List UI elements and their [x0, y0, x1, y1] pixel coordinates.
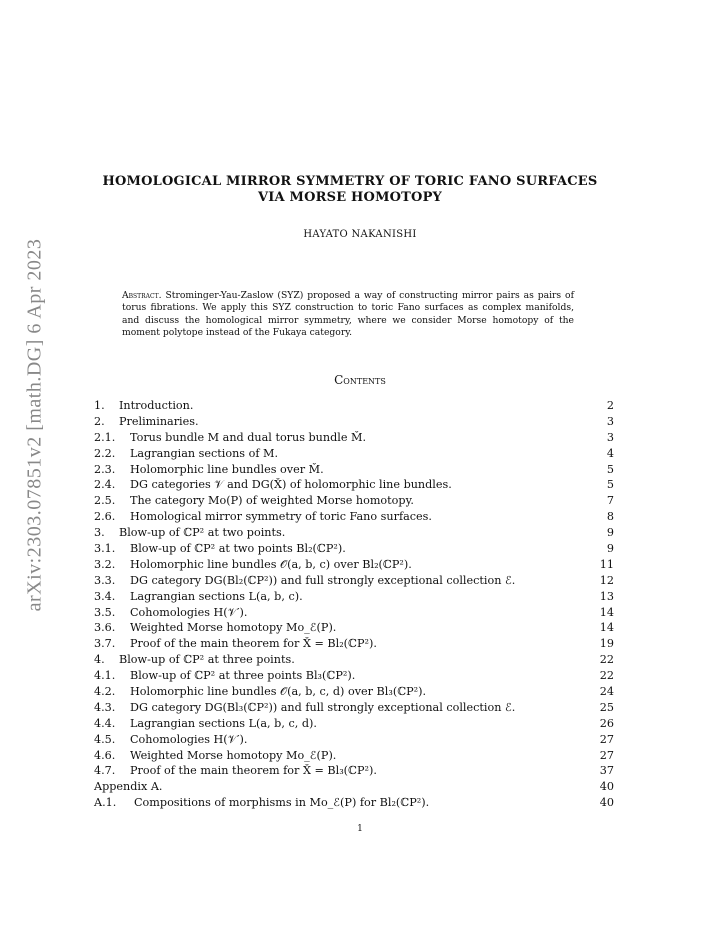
toc-entry[interactable]: [94, 557, 614, 573]
toc-entry-page: 22: [599, 669, 614, 683]
toc-entry[interactable]: [94, 430, 614, 446]
toc-entry-page: 40: [599, 780, 614, 794]
toc-entry-title: Weighted Morse homotopy Mo_ℰ(P).: [130, 748, 337, 762]
contents-heading: Contents: [334, 373, 386, 387]
toc-entry-number: 2.: [94, 414, 105, 428]
toc-entry-title: DG category DG(Bl₂(ℂP²)) and full strongly exceptional collection ℰ.: [130, 573, 516, 587]
toc-entry-label: [94, 716, 317, 732]
toc-entry[interactable]: [94, 636, 614, 652]
toc-entry[interactable]: [94, 620, 614, 636]
toc-entry-page: 14: [599, 621, 614, 635]
toc-entry-title: Appendix A.: [94, 780, 163, 794]
toc-entry[interactable]: [94, 446, 614, 462]
toc-entry[interactable]: [94, 668, 614, 684]
toc-entry-number: 3.: [94, 526, 105, 540]
toc-entry-label: [94, 748, 336, 764]
toc-entry-label: [94, 462, 324, 478]
toc-entry-number: 4.5.: [94, 732, 116, 746]
toc-entry-label: [94, 398, 193, 414]
toc-entry-label: [94, 493, 414, 509]
toc-entry[interactable]: [94, 477, 614, 493]
toc-entry-page: 13: [599, 589, 614, 603]
toc-entry-title: Holomorphic line bundles over M̌.: [130, 462, 324, 476]
toc-entry-label: [94, 652, 295, 668]
toc-entry-label: [94, 763, 377, 779]
toc-entry[interactable]: [94, 605, 614, 621]
toc-entry[interactable]: [94, 795, 614, 811]
toc-entry-title: Proof of the main theorem for X̌ = Bl₃(ℂP²).: [130, 764, 377, 778]
toc-entry-page: 12: [599, 573, 614, 587]
toc-entry-page: 25: [599, 700, 614, 714]
toc-entry-title: Compositions of morphisms in Mo_ℰ(P) for Bl₂(ℂP²).: [134, 796, 430, 810]
toc-entry-page: 14: [599, 605, 614, 619]
toc-entry-number: 2.2.: [94, 446, 116, 460]
abstract-heading: Abstract.: [122, 290, 162, 301]
toc-entry[interactable]: [94, 732, 614, 748]
toc-entry-label: [94, 430, 366, 446]
author: HAYATO NAKANISHI: [303, 229, 417, 240]
toc-entry-page: 26: [599, 716, 614, 730]
toc-entry-page: 5: [606, 478, 614, 492]
toc-entry-label: [94, 573, 515, 589]
toc-entry-label: [94, 541, 346, 557]
arxiv-id: arXiv:2303.07851v2 [math.DG] 6 Apr 2023: [23, 238, 46, 612]
toc-entry-label: [94, 795, 429, 811]
toc-entry-title: Cohomologies H(𝒱′).: [130, 732, 248, 746]
toc-entry-label: [94, 589, 303, 605]
toc-entry-number: 4.3.: [94, 700, 116, 714]
toc-entry-title: Lagrangian sections of M.: [130, 446, 279, 460]
toc-entry-page: 11: [599, 557, 614, 571]
toc-entry-number: 3.6.: [94, 621, 116, 635]
toc-entry[interactable]: [94, 398, 614, 414]
toc-entry-number: 3.4.: [94, 589, 116, 603]
toc-entry[interactable]: [94, 414, 614, 430]
toc-entry-label: [94, 525, 285, 541]
toc-entry-number: 1.: [94, 399, 105, 412]
paper-title: [80, 174, 620, 206]
title-line-1: HOMOLOGICAL MIRROR SYMMETRY OF TORIC FANO SURFACES: [102, 174, 598, 189]
toc-entry-title: Torus bundle M and dual torus bundle M̌.: [130, 430, 367, 444]
toc-entry[interactable]: [94, 684, 614, 700]
toc-entry-page: 3: [606, 414, 614, 428]
toc-entry-number: 4.7.: [94, 764, 116, 778]
toc-entry[interactable]: [94, 779, 614, 795]
toc-entry-label: [94, 779, 162, 795]
toc-entry-page: 27: [599, 748, 614, 762]
toc-entry-page: 8: [606, 510, 614, 524]
toc-entry-page: 24: [599, 685, 614, 699]
toc-entry-label: [94, 557, 412, 573]
toc-entry-number: 4.4.: [94, 716, 116, 730]
arxiv-stamp: [20, 210, 50, 640]
toc-entry-page: 9: [606, 542, 614, 556]
toc-entry-page: 2: [606, 399, 614, 412]
toc-entry[interactable]: [94, 700, 614, 716]
toc-entry-label: [94, 620, 336, 636]
toc-entry-label: [94, 414, 199, 430]
toc-entry[interactable]: [94, 573, 614, 589]
toc-entry-label: [94, 668, 355, 684]
toc-entry-page: 22: [599, 653, 614, 667]
toc-entry-title: Weighted Morse homotopy Mo_ℰ(P).: [130, 621, 337, 635]
toc-entry-number: A.1.: [94, 796, 117, 810]
toc-entry[interactable]: [94, 541, 614, 557]
toc-entry[interactable]: [94, 525, 614, 541]
toc-entry-number: 2.6.: [94, 510, 116, 524]
toc-entry-page: 37: [599, 764, 614, 778]
toc-entry-title: Blow-up of ℂP² at three points.: [119, 653, 295, 667]
toc-entry-page: 27: [599, 732, 614, 746]
toc-entry-title: Holomorphic line bundles 𝒪(a, b, c, d) over Bl₃(ℂP²).: [130, 685, 427, 699]
toc-entry[interactable]: [94, 589, 614, 605]
toc-entry-number: 3.3.: [94, 573, 116, 587]
table-of-contents: [94, 398, 614, 811]
toc-entry-page: 4: [606, 446, 614, 460]
toc-entry-title: Preliminaries.: [119, 414, 199, 428]
title-line-2: VIA MORSE HOMOTOPY: [257, 190, 443, 205]
toc-entry-number: 2.3.: [94, 462, 116, 476]
toc-entry-label: [94, 477, 452, 493]
toc-entry-label: [94, 700, 515, 716]
toc-entry[interactable]: [94, 763, 614, 779]
toc-entry-number: 4.1.: [94, 669, 116, 683]
toc-entry-title: Holomorphic line bundles 𝒪(a, b, c) over Bl₂(ℂP²).: [130, 557, 412, 571]
toc-entry-title: The category Mo(P) of weighted Morse homotopy.: [130, 494, 414, 508]
abstract-body: Strominger-Yau-Zaslow (SYZ) proposed a way of constructing mirror pairs as pairs of torus fibrations. We apply this SYZ construction to toric Fano surfaces as complex manifolds, and discuss the homological mirror symmetry, where we consider Morse homotopy of the moment polytope instead of the Fukaya category.: [122, 290, 574, 338]
toc-entry-number: 3.5.: [94, 605, 116, 619]
toc-entry-title: Blow-up of ℂP² at two points.: [119, 526, 286, 540]
toc-entry-title: Lagrangian sections L(a, b, c, d).: [130, 716, 317, 730]
toc-entry-label: [94, 605, 247, 621]
toc-entry-label: [94, 732, 247, 748]
toc-entry-number: 4.: [94, 653, 105, 667]
page-number: 1: [357, 824, 363, 834]
toc-entry-title: Introduction.: [119, 399, 194, 412]
toc-entry-page: 7: [606, 494, 614, 508]
toc-entry-number: 3.1.: [94, 542, 116, 556]
toc-entry-label: [94, 446, 278, 462]
toc-entry-title: Lagrangian sections L(a, b, c).: [130, 589, 303, 603]
toc-entry[interactable]: [94, 462, 614, 478]
toc-entry-title: DG categories 𝒱 and DG(X̌) of holomorphic line bundles.: [130, 478, 452, 492]
toc-entry-title: DG category DG(Bl₃(ℂP²)) and full strongly exceptional collection ℰ.: [130, 700, 516, 714]
toc-entry-title: Proof of the main theorem for X̌ = Bl₂(ℂP²).: [130, 637, 377, 651]
toc-entry[interactable]: [94, 716, 614, 732]
toc-entry-title: Cohomologies H(𝒱′).: [130, 605, 248, 619]
toc-entry[interactable]: [94, 509, 614, 525]
toc-entry-label: [94, 636, 377, 652]
toc-entry-number: 2.4.: [94, 478, 116, 492]
toc-entry-label: [94, 684, 426, 700]
toc-entry-page: 40: [599, 796, 614, 810]
toc-entry[interactable]: [94, 748, 614, 764]
toc-entry-number: 3.7.: [94, 637, 116, 651]
toc-entry-page: 9: [606, 526, 614, 540]
toc-entry-number: 2.5.: [94, 494, 116, 508]
toc-entry-page: 19: [599, 637, 614, 651]
toc-entry-title: Homological mirror symmetry of toric Fano surfaces.: [130, 510, 432, 524]
toc-entry-page: 3: [606, 430, 614, 444]
toc-entry[interactable]: [94, 493, 614, 509]
toc-entry-page: 5: [606, 462, 614, 476]
toc-entry-title: Blow-up of ℂP² at two points Bl₂(ℂP²).: [130, 542, 346, 556]
toc-entry-title: Blow-up of ℂP² at three points Bl₃(ℂP²).: [130, 669, 356, 683]
toc-entry-number: 3.2.: [94, 557, 116, 571]
toc-entry-label: [94, 509, 432, 525]
abstract: [122, 290, 574, 339]
toc-entry-number: 4.2.: [94, 685, 116, 699]
toc-entry-number: 2.1.: [94, 430, 116, 444]
toc-entry[interactable]: [94, 652, 614, 668]
toc-entry-number: 4.6.: [94, 748, 116, 762]
